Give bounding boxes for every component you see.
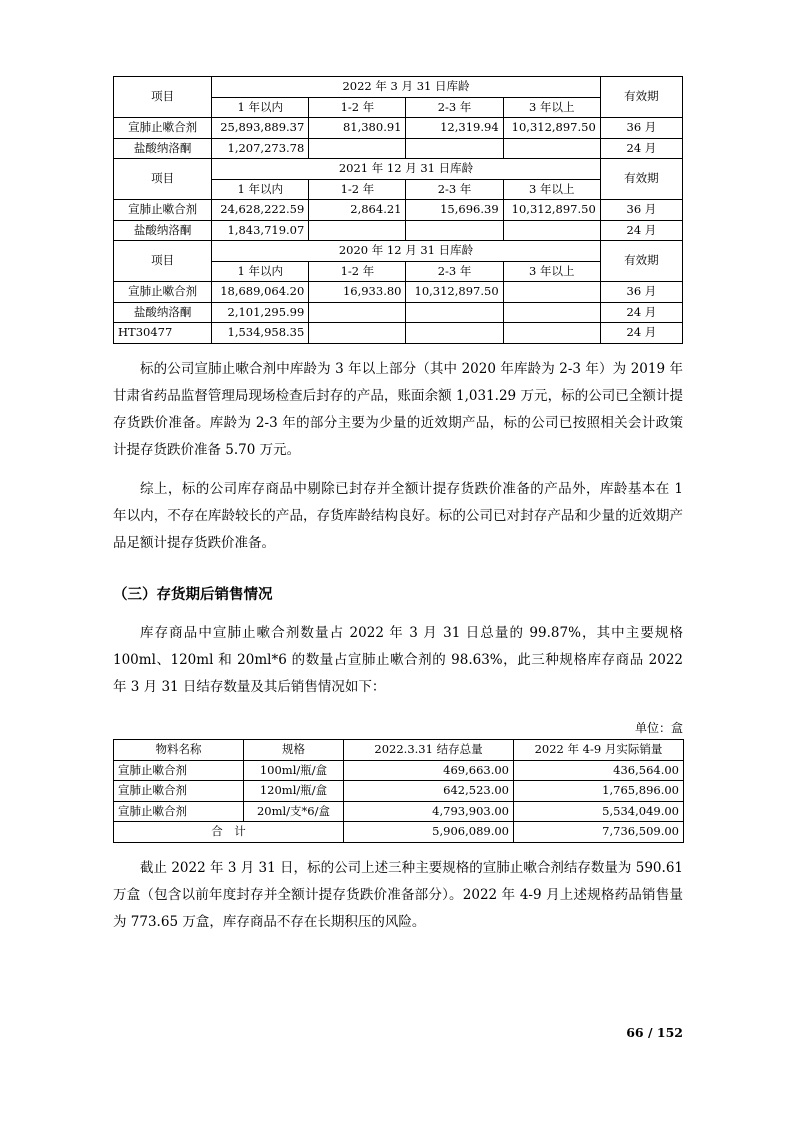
cell-actual-sales: 436,564.00 — [514, 760, 684, 781]
col-header-material-name: 物料名称 — [114, 740, 244, 761]
col-sub-header: 1 年以内 — [212, 261, 309, 282]
col-sub-header: 2-3 年 — [406, 97, 503, 118]
cell-amount — [406, 323, 503, 344]
cell-amount — [406, 138, 503, 159]
cell-amount — [406, 220, 503, 241]
paragraph-inventory-age-note: 标的公司宣肺止嗽合剂中库龄为 3 年以上部分（其中 2020 年库龄为 2-3 年）为 2019 年甘肃省药品监督管理局现场检查后封存的产品，账面余额 1,031.29 万元，标的公司已全额计提存货跌价准备。库龄为 2-3 年的部分主要为少量的近效期产品，标的公司已按照相关会计政策计提存货跌价准备 5.70 万元。 — [113, 360, 683, 458]
cell-amount: 10,312,897.50 — [406, 282, 503, 303]
col-header-balance: 2022.3.31 结存总量 — [344, 740, 514, 761]
cell-amount — [503, 138, 600, 159]
cell-item-name: 宣肺止嗽合剂 — [114, 282, 212, 303]
cell-actual-sales: 1,765,896.00 — [514, 781, 684, 802]
cell-material-name: 宣肺止嗽合剂 — [114, 801, 244, 822]
cell-amount: 16,933.80 — [309, 282, 406, 303]
table-row — [114, 302, 683, 323]
cell-amount: 25,893,889.37 — [212, 118, 309, 139]
cell-item-name: 盐酸纳洛酮 — [114, 302, 212, 323]
col-sub-header: 1-2 年 — [309, 97, 406, 118]
section-heading-post-period-sales: （三）存货期后销售情况 — [113, 585, 273, 603]
col-sub-header: 3 年以上 — [503, 97, 600, 118]
paragraph-sales-conclusion: 截止 2022 年 3 月 31 日，标的公司上述三种主要规格的宣肺止嗽合剂结存数量为 590.61 万盒（包含以前年度封存并全额计提存货跌价准备部分）。2022 年 4-9 月上述规格药品销售量为 773.65 万盒，库存商品不存在长期积压的风险。 — [113, 859, 683, 930]
paragraph-inventory-summary: 综上，标的公司库存商品中剔除已封存并全额计提存货跌价准备的产品外，库龄基本在 1 年以内，不存在库龄较长的产品，存货库龄结构良好。标的公司已对封存产品和少量的近效期产品足额计提存货跌价准备。 — [113, 480, 683, 551]
table-row — [114, 801, 684, 822]
cell-material-name: 宣肺止嗽合剂 — [114, 760, 244, 781]
cell-item-name: 盐酸纳洛酮 — [114, 220, 212, 241]
post-period-sales-table — [113, 739, 684, 843]
cell-balance: 469,663.00 — [344, 760, 514, 781]
cell-amount: 15,696.39 — [406, 200, 503, 221]
cell-balance: 4,793,903.00 — [344, 801, 514, 822]
cell-spec: 120ml/瓶/盒 — [244, 781, 344, 802]
col-age-header: 2022 年 3 月 31 日库龄 — [212, 77, 601, 98]
col-sub-header: 1-2 年 — [309, 179, 406, 200]
col-item-header: 项目 — [114, 241, 212, 282]
cell-validity: 24 月 — [600, 138, 682, 159]
cell-amount — [309, 302, 406, 323]
cell-amount: 1,843,719.07 — [212, 220, 309, 241]
cell-item-name: 宣肺止嗽合剂 — [114, 200, 212, 221]
cell-validity: 36 月 — [600, 118, 682, 139]
table-row — [114, 138, 683, 159]
cell-item-name: 宣肺止嗽合剂 — [114, 118, 212, 139]
cell-amount: 18,689,064.20 — [212, 282, 309, 303]
unit-note: 单位：盒 — [634, 721, 683, 736]
cell-validity: 24 月 — [600, 323, 682, 344]
col-sub-header: 2-3 年 — [406, 179, 503, 200]
cell-item-name: HT30477 — [114, 323, 212, 344]
table-row — [114, 760, 684, 781]
cell-amount: 10,312,897.50 — [503, 200, 600, 221]
table-header-row — [114, 159, 683, 180]
cell-amount: 81,380.91 — [309, 118, 406, 139]
col-sub-header: 2-3 年 — [406, 261, 503, 282]
cell-validity: 36 月 — [600, 200, 682, 221]
col-validity-header: 有效期 — [600, 159, 682, 200]
col-validity-header: 有效期 — [600, 241, 682, 282]
cell-validity: 24 月 — [600, 220, 682, 241]
cell-total-sales: 7,736,509.00 — [514, 822, 684, 843]
col-age-header: 2021 年 12 月 31 日库龄 — [212, 159, 601, 180]
cell-validity: 24 月 — [600, 302, 682, 323]
cell-actual-sales: 5,534,049.00 — [514, 801, 684, 822]
col-item-header: 项目 — [114, 159, 212, 200]
col-sub-header: 3 年以上 — [503, 179, 600, 200]
col-sub-header: 1-2 年 — [309, 261, 406, 282]
col-header-actual-sales: 2022 年 4-9 月实际销量 — [514, 740, 684, 761]
col-validity-header: 有效期 — [600, 77, 682, 118]
cell-amount — [503, 220, 600, 241]
table-header-row — [114, 241, 683, 262]
page-number: 66 / 152 — [626, 1025, 683, 1040]
inventory-age-table — [113, 76, 683, 344]
table-row — [114, 220, 683, 241]
cell-amount — [309, 323, 406, 344]
cell-amount: 12,319.94 — [406, 118, 503, 139]
cell-item-name: 盐酸纳洛酮 — [114, 138, 212, 159]
cell-balance: 642,523.00 — [344, 781, 514, 802]
cell-amount — [503, 282, 600, 303]
cell-amount: 1,207,273.78 — [212, 138, 309, 159]
cell-amount — [503, 302, 600, 323]
col-sub-header: 1 年以内 — [212, 97, 309, 118]
page-content — [113, 76, 683, 936]
table-row — [114, 200, 683, 221]
cell-amount: 2,864.21 — [309, 200, 406, 221]
cell-total-label: 合 计 — [114, 822, 344, 843]
table-row — [114, 282, 683, 303]
cell-amount — [503, 323, 600, 344]
cell-amount — [309, 220, 406, 241]
cell-amount: 1,534,958.35 — [212, 323, 309, 344]
col-header-spec: 规格 — [244, 740, 344, 761]
cell-amount: 10,312,897.50 — [503, 118, 600, 139]
table-row — [114, 323, 683, 344]
paragraph-sales-intro: 库存商品中宣肺止嗽合剂数量占 2022 年 3 月 31 日总量的 99.87%，其中主要规格 100ml、120ml 和 20ml*6 的数量占宣肺止嗽合剂的 98.63%，此三种规格库存商品 2022 年 3 月 31 日结存数量及其后销售情况如下： — [113, 625, 683, 696]
col-item-header: 项目 — [114, 77, 212, 118]
col-age-header: 2020 年 12 月 31 日库龄 — [212, 241, 601, 262]
table-row — [114, 781, 684, 802]
cell-spec: 20ml/支*6/盒 — [244, 801, 344, 822]
col-sub-header: 3 年以上 — [503, 261, 600, 282]
table-header-row — [114, 77, 683, 98]
table-header-row — [114, 740, 684, 761]
cell-amount: 24,628,222.59 — [212, 200, 309, 221]
cell-amount — [406, 302, 503, 323]
col-sub-header: 1 年以内 — [212, 179, 309, 200]
cell-amount: 2,101,295.99 — [212, 302, 309, 323]
table-total-row — [114, 822, 684, 843]
cell-validity: 36 月 — [600, 282, 682, 303]
cell-spec: 100ml/瓶/盒 — [244, 760, 344, 781]
cell-material-name: 宣肺止嗽合剂 — [114, 781, 244, 802]
table-row — [114, 118, 683, 139]
cell-amount — [309, 138, 406, 159]
cell-total-balance: 5,906,089.00 — [344, 822, 514, 843]
